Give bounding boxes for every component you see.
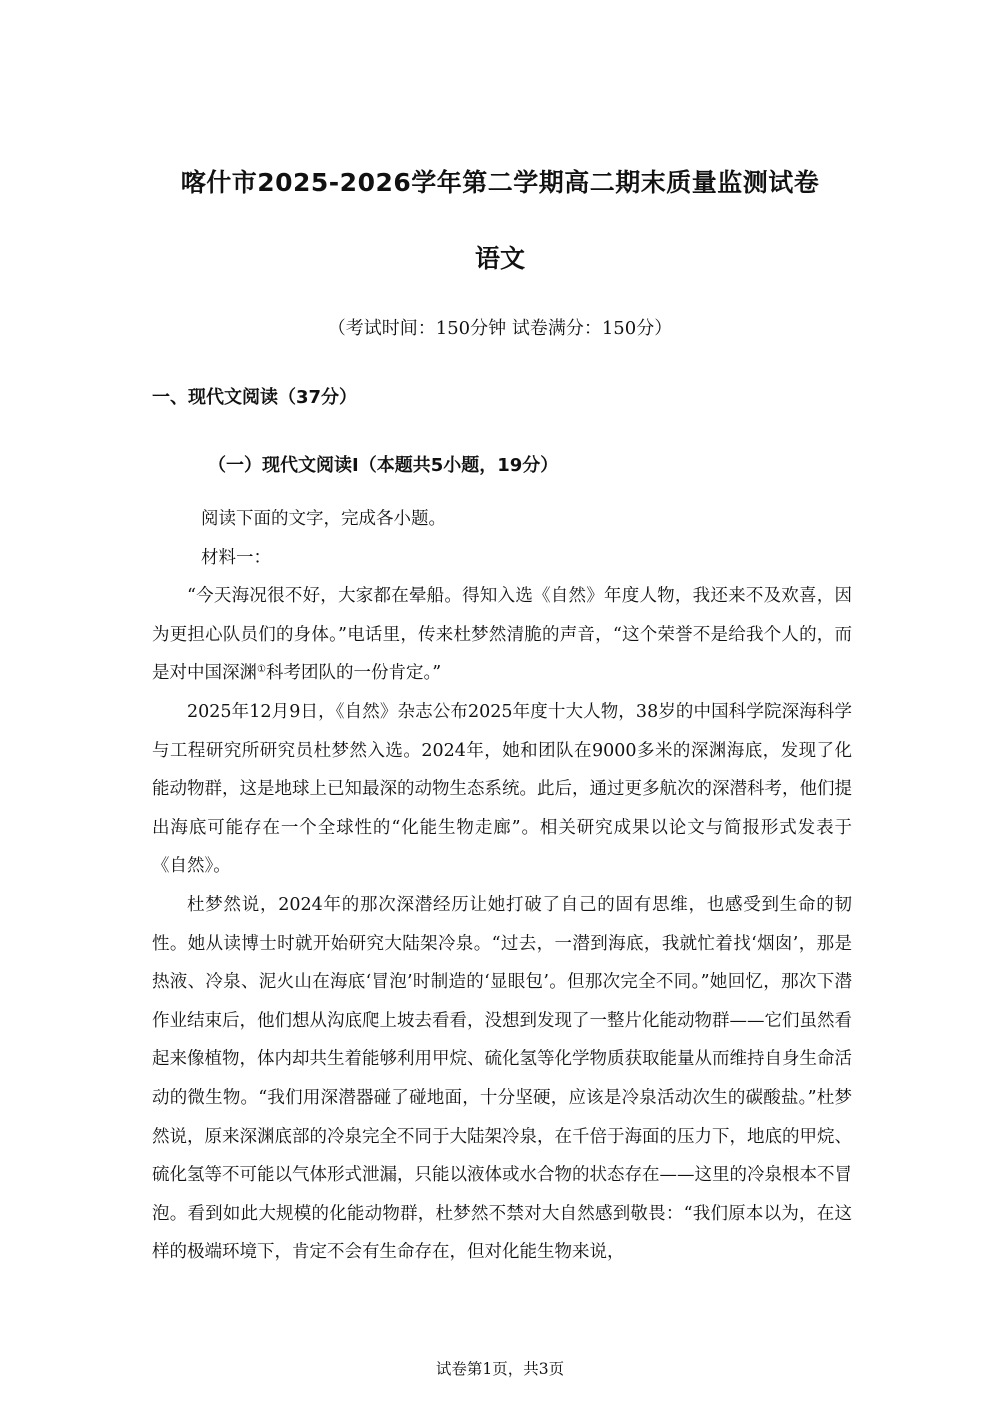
exam-title: 喀什市2025-2026学年第二学期高二期末质量监测试卷 — [180, 168, 820, 197]
passage-paragraph: 2025年12月9日，《自然》杂志公布2025年度十大人物，38岁的中国科学院深海科学与工程研究所研究员杜梦然入选。2024年，她和团队在9000多米的深渊海底，发现了化能动物群，这是地球上已知最深的动物生态系统。此后，通过更多航次的深潜科考，他们提出海底可能存在一个全球性的“化能生物走廊”。相关研究成果以论文与简报形式发表于《自然》。 — [152, 701, 852, 877]
reading-passage — [152, 500, 852, 1272]
page-footer: 试卷第1页，共3页 — [435, 1360, 565, 1378]
footnote-marker: ① — [257, 664, 266, 676]
subject-title: 语文 — [474, 244, 525, 273]
subsection-heading: （一）现代文阅读Ⅰ（本题共5小题，19分） — [208, 455, 559, 476]
instruction-text: 阅读下面的文字，完成各小题。 — [201, 509, 446, 529]
passage-paragraph — [152, 577, 852, 693]
passage-paragraph: 杜梦然说，2024年的那次深潜经历让她打破了自己的固有思维，也感受到生命的韧性。她从读博士时就开始研究大陆架冷泉。“过去，一潜到海底，我就忙着找‘烟囱’，那是热液、冷泉、泥火山在海底‘冒泡’时制造的‘显眼包’。但那次完全不同。”她回忆，那次下潜作业结束后，他们想从沟底爬上坡去看看，没想到发现了一整片化能动物群——它们虽然看起来像植物，体内却共生着能够利用甲烷、硫化氢等化学物质获取能量从而维持自身生命活动的微生物。“我们用深潜器碰了碰地面，十分坚硬，应该是冷泉活动次生的碳酸盐。”杜梦然说，原来深渊底部的冷泉完全不同于大陆架冷泉，在千倍于海面的压力下，地底的甲烷、硫化氢等不可能以气体形式泄漏，只能以液体或水合物的状态存在——这里的冷泉根本不冒泡。看到如此大规模的化能动物群，杜梦然不禁对大自然感到敬畏：“我们原本以为，在这样的极端环境下，肯定不会有生命存在，但对化能生物来说， — [152, 894, 852, 1263]
material-label: 材料一： — [201, 547, 271, 568]
paragraph-text: 科考团队的一份肯定。” — [265, 663, 442, 684]
exam-info: （考试时间：150分钟 试卷满分：150分） — [327, 318, 673, 339]
paragraph-text: “今天海况很不好，大家都在晕船。得知入选《自然》年度人物，我还来不及欢喜，因为更担心队员们的身体。”电话里，传来杜梦然清脆的声音，“这个荣誉不是给我个人的，而是对中国深渊 — [152, 586, 852, 684]
section-heading: 一、现代文阅读（37分） — [152, 387, 358, 408]
